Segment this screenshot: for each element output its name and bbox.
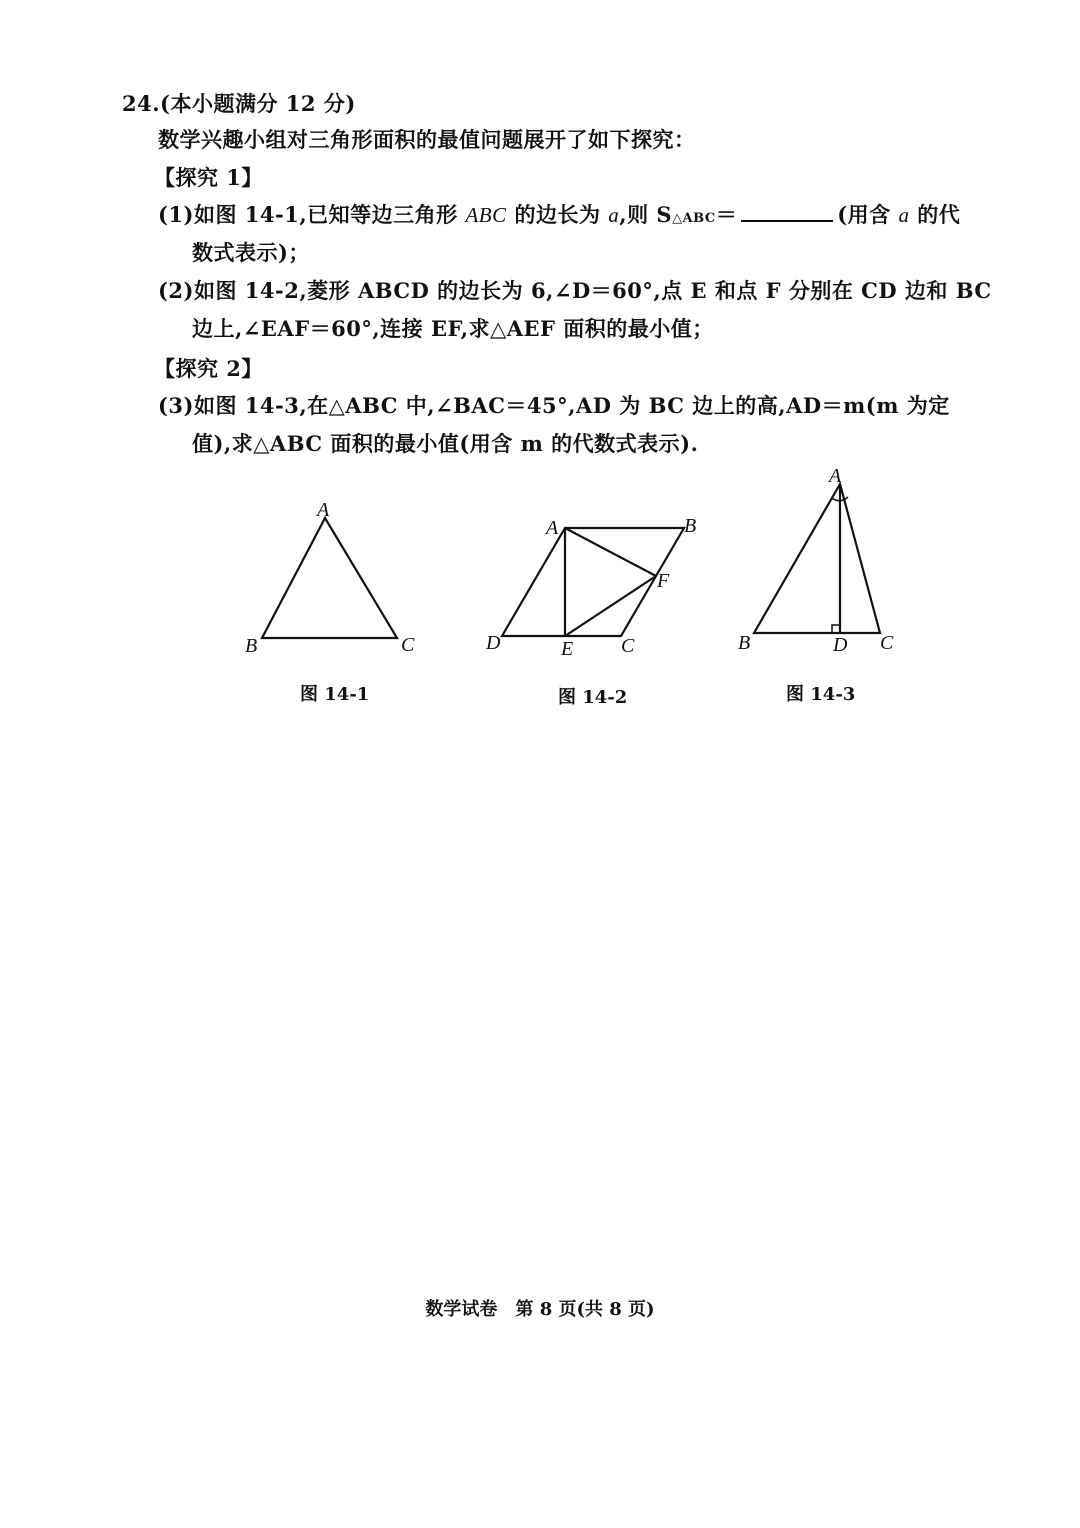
fig3-label-d: D <box>833 634 848 656</box>
fig2-label-b: B <box>684 515 697 537</box>
question-header: 24.(本小题满分 12 分) <box>122 91 356 116</box>
fig3-label-c: C <box>880 632 894 654</box>
figure-14-1 <box>262 518 397 638</box>
segment-af <box>565 528 656 576</box>
figure-14-2-caption: 图 14-2 <box>558 687 628 708</box>
part-1-equals: ＝ <box>715 202 738 227</box>
part-2-line-1: (2)如图 14-2,菱形 ABCD 的边长为 6,∠D＝60°,点 E 和点 F 分别在 CD 边和 BC <box>158 278 992 303</box>
part-1-text-e: (用含 <box>837 202 899 227</box>
figures-svg <box>0 0 1080 760</box>
figure-14-3 <box>754 484 880 633</box>
figure-14-1-caption: 图 14-1 <box>300 684 370 705</box>
segment-ef <box>565 576 656 636</box>
equilateral-triangle <box>262 518 397 638</box>
right-angle-mark <box>832 625 840 633</box>
fig1-label-a: A <box>317 499 330 521</box>
fig2-label-d: D <box>486 632 501 654</box>
part-1-text-b: 的边长为 <box>506 202 609 227</box>
part-1-triangle-name: ABC <box>465 203 507 227</box>
fig3-label-a: A <box>829 465 842 487</box>
fig2-label-e: E <box>561 638 574 660</box>
fig2-label-a: A <box>546 517 559 539</box>
section-2-heading: 【探究 2】 <box>154 356 263 381</box>
triangle-abc <box>754 484 880 633</box>
part-2-line-2: 边上,∠EAF＝60°,连接 EF,求△AEF 面积的最小值； <box>192 316 714 341</box>
figure-14-3-caption: 图 14-3 <box>786 684 856 705</box>
part-3-line-1: (3)如图 14-3,在△ABC 中,∠BAC＝45°,AD 为 BC 边上的高,AD＝m(m 为定 <box>158 393 950 418</box>
fig1-label-b: B <box>245 635 258 657</box>
page-footer: 数学试卷 第 8 页(共 8 页) <box>425 1299 655 1320</box>
fig1-label-c: C <box>401 634 415 656</box>
part-1-line-2: 数式表示)； <box>192 240 310 265</box>
fig3-label-b: B <box>738 632 751 654</box>
section-1-heading: 【探究 1】 <box>154 165 263 190</box>
fig2-label-f: F <box>657 570 670 592</box>
part-1-subscript: △ABC <box>672 211 716 226</box>
part-3-line-2: 值),求△ABC 面积的最小值(用含 m 的代数式表示). <box>192 431 699 456</box>
fig2-label-c: C <box>621 635 635 657</box>
question-intro: 数学兴趣小组对三角形面积的最值问题展开了如下探究： <box>158 127 696 152</box>
part-1-text-c: ,则 S <box>619 202 673 227</box>
part-1-variable-2: a <box>898 203 910 227</box>
part-1-text-a: (1)如图 14-1,已知等边三角形 <box>158 202 466 227</box>
part-1-variable: a <box>608 203 620 227</box>
part-1-text-f: 的代 <box>909 202 961 227</box>
